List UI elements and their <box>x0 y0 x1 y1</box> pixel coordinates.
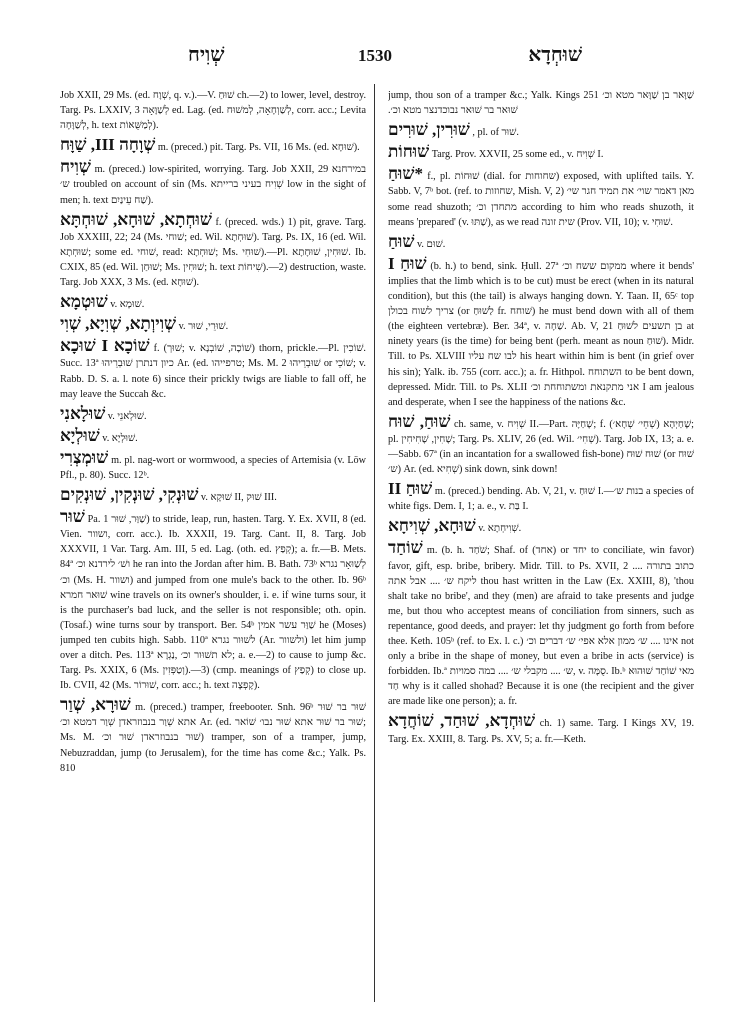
entry-definition: m. (preced.) tramper, freebooter. Snh. 96ᵇ שׁוּר בר שׁוּר אתא שְׁוַר בנבוזראדן שְׁוַר דמטא וכ׳ Ar. (ed. שׁוּר בר שׁוּר אתא שׁוּר נבו׳ שׁוֹאר; Ms. M. שׁוּר בנבוזראדן שׁוּר וכ׳) tramper, son of a tramper, jump, Nebuzraddan, jump (to Jerusalem), for the time has come &c.; Yalk. Ps. 810 <box>60 702 366 774</box>
entry-definition: v. שׁוּלְיָא. <box>102 432 138 444</box>
entry-definition: Targ. Prov. XXVII, 25 some ed., v. שְׁוִיח I. <box>431 149 604 161</box>
dictionary-entry <box>388 232 694 252</box>
entry-headword: שׁוּטְמָא <box>60 292 108 312</box>
entry-definition: f., pl. שׁוּחוֹת (dial. for שחוחות) exposed, with uplifted tails. Y. Sabb. V, 7ᵇ bot. (ref. to שחוזות, Mish. V, 2) מאן דאמר שוי׳ את תמיד חגר שי׳ some read shuzoth; מתחדן וכ׳ according to him who reads shuzoth, it means 'prepared' (v. שַׁתּוּ), as we read שית זונה (Prov. VII, 10); v. שׁוּחִי. <box>388 171 694 228</box>
entry-headword: שׁוֹכָא I שׁוּכָא <box>60 336 150 356</box>
entry-headword: שׁוּרָא, שְׁוַר <box>60 695 131 715</box>
entry-definition: ch. same, v. שְׁוִיח II.—Part. שָׁחַיָּה; f. שָׁחַיְהָא (שְׁחֵי׳ שְׁחָא׳); pl. שָׁחִין, שָׁחִיחִין; Targ. Ps. XLIV, 26 (ed. Wil. שְׁחִי׳). Targ. Job IX, 13; a. e.—Sabb. 67ª (in an incantation for a swallowed fish-bone) שׁוּח שׁוּח (or שׁוּח ש׳) Ar. (ed. שְׁחִיא) sink down, sink down! <box>388 418 694 476</box>
entry-definition: Pa. שַׁוַּר, שׁוּר 1) to stride, leap, run, hasten. Targ. Y. Ex. XVII, 8 (ed. Vien. ושוור, corr. acc.). Ib. XXXII, 19. Targ. Cant. II, 8. Targ. Job XXXVII, 1 Var. Targ. Am. III, 5 ed. Lag. (oth. ed. קְפַץ); a. fr.—B. Mets. 84ª ושׁ׳ לירדנא וכ׳ he ran into the Jordan after him. B. Bath. 73ᵇ לְשַׁוּאָר נגרא וכ׳ (Ms. H. ושוור) and jumped from one mule's back to the other. Ib. 96ᵇ שׁוּאר חמרא wine travels on its owner's shoulder, i. e. if wine turns sour, it is the purchaser's bad luck, and the seller is not responsible; oth. opin. (Tosaf.) wine turns sour by transport. Ber. 54ᵇ שַׁוַּר עשר אמין he (Moses) jumped ten cubits high. Sabb. 110ª לשׁוּור נגרא (Ar. ולשוור) let him jump over a ditch. Pes. 113ª לא תשׁוּור וכ׳ ,נַגְרָא; a. e.—2) to cause to jump &c. Targ. Ps. XXIX, 6 (Ms. וְטַפְּזִין).—3) (cmp. meanings of קְפַץ) to close up. Ib. CVII, 42 (Ms. שׁוּרוֹר, corr. acc.; h. text קָפְצָה). <box>60 514 366 692</box>
dictionary-entry <box>60 426 366 446</box>
entry-headword: שׁוּחְדָא, שׁוּחַד, שׁוֹחֲדָא <box>388 711 536 731</box>
entry-headword: שׁוּחַ, שׁוּח <box>388 411 451 431</box>
entry-headword: שׁוּחַ II <box>388 479 433 499</box>
right-column <box>388 88 694 1004</box>
dictionary-entry <box>388 142 694 162</box>
entry-headword: שׁוּלְיָא <box>60 425 100 445</box>
entry-headword: שְׁוִיוְתָא, שְׁוִיָא, שְׁוִי <box>60 314 177 334</box>
dictionary-entry <box>388 120 694 140</box>
dictionary-entry <box>60 88 366 133</box>
dictionary-entry <box>60 695 366 775</box>
dictionary-entry <box>388 479 694 514</box>
entry-headword: שׁוּנְקִי, שׁוּנְקִין, שׁוּנְקִים <box>60 485 199 505</box>
page-header <box>58 44 692 78</box>
entry-definition: Job XXII, 29 Ms. (ed. שְׁוָח, q. v.).—V. שׁוּחַ ch.—2) to lower, level, destroy. Targ. Ps. LXXIV, 3 לְשַׁוָּאָה ed. Lag. (ed. לְשַׁוְחָאָה, לְמשׁוּח, corr. acc.; Levita לְשַׁוָּחָה, h. text לְמַשֻּׁאוֹת). <box>60 90 366 132</box>
entry-definition: ch. 1) same. Targ. I Kings XV, 19. Targ. Ex. XXIII, 8. Targ. Ps. XV, 5; a. fr.—Keth. <box>388 718 694 745</box>
dictionary-entry <box>60 448 366 483</box>
entry-definition: v. שׁוּם. <box>417 238 446 250</box>
entry-headword: שׁוּלָאנִי <box>60 403 106 423</box>
left-column <box>60 88 366 1004</box>
dictionary-entry <box>60 314 366 334</box>
entry-definition: , pl. of שׁוּר. <box>472 127 519 139</box>
entry-definition: (b. h.) to bend, sink. Ḥull. 27ª ממקום ששח וכ׳ where it bends' implies that the limb which is to be cut) must be erect (when in its natural condition), but this (the tail) is always hanging down. Y. Taan. II, 65ᶜ top צריך לשוח בכולן (or לַשׁוּחַ fr. שׁוחח) he must bend down with all of them (the eighteen vertebræ). Ber. 34ª, v. שַׁחָה. Ab. V, 21 בן תשעים לשׁוּחַ at ninety years (is the time) for being bent (perh. meant as noun שׁוּחַ). Midr. Till. to Ps. XLVIII לבו שח עליו his heart within him is bent (in grief over his sin); Yalk. ib. 755 (corr. acc.); a. fr. Hithpol. השתוחח to be bent down, depressed. Midr. Till. to Ps. XLII אני מתקנאת ומשתוחחת וכ׳ I am jealous and desperate, when I see the happiness of the nations &c. <box>388 260 694 408</box>
entry-definition: m. pl. nag-wort or wormwood, a species of Artemisia (v. Löw Pfl., p. 80). Succ. 12ᵇ. <box>60 454 366 481</box>
dictionary-entry <box>60 157 366 207</box>
entry-definition: m. (preced.) pit. Targ. Ps. VII, 16 Ms. (ed. שׁוּחָא). <box>157 142 360 154</box>
entry-definition: v. שׁוּמָא. <box>110 299 145 311</box>
dictionary-entry <box>60 135 366 155</box>
dictionary-entry <box>60 507 366 693</box>
dictionary-entry <box>60 292 366 312</box>
entry-headword: שׁוּחָא, שְׁוִיחָא <box>388 516 476 536</box>
entry-definition: v. שׁוּרֵי, שׁוּר. <box>178 321 229 333</box>
dictionary-entry <box>388 711 694 746</box>
entry-headword: שׁוּמְצְרִי <box>60 447 109 467</box>
entry-definition: m. (preced.) bending. Ab. V, 21, v. שׁוּחַ I.—בנות ש׳ a species of white figs. Dem. I, 1; a. e., v. בַּת I. <box>388 486 694 513</box>
entry-headword: שׁוּר <box>60 507 85 527</box>
dictionary-entry <box>388 254 694 410</box>
entry-headword: שְׁוִיח <box>60 157 91 177</box>
entry-definition: m. (preced.) low-spirited, worrying. Targ. Job XXII, 29 במירחנא ש׳ troubled on account of sin (Ms. שְׁוִיח בעיני ברייתא low in the sight of men; h. text שַׁח עֵינַיִם). <box>60 164 366 206</box>
entry-headword: שׁוּרִין, שׁוּרִים <box>388 120 470 140</box>
entry-headword: שׁוּחַ I <box>388 253 427 273</box>
dictionary-entry <box>388 538 694 709</box>
dictionary-entry <box>388 164 694 229</box>
dictionary-entry <box>388 516 694 536</box>
entry-headword: שׁוּחוֹת <box>388 142 430 162</box>
entry-headword: שׁוּחְתָא, שׁוּחָא, שׁוּחְתָּא <box>60 209 212 229</box>
entry-headword: שׁוֹחַד <box>388 538 423 558</box>
column-divider <box>374 84 375 1002</box>
entry-definition: v. שְׁוִיחְתָא. <box>478 523 522 535</box>
dictionary-entry <box>388 88 694 118</box>
dictionary-entry <box>60 485 366 505</box>
dictionary-entry <box>60 404 366 424</box>
page-number: 1530 <box>358 46 392 65</box>
running-head-right: שׁוּחְדָא <box>528 44 582 66</box>
entry-definition: f. (preced. wds.) 1) pit, grave. Targ. Job XXXIII, 22; 24 (Ms. שׁוחי; ed. Wil. שׁוּחְתָא). Targ. Ps. IX, 16 (ed. Wil. שׁוּחְתָא; some ed. שׁוחי, read: שׁוּחְתָא; Ms. שׁוּחִי).—Pl. שׁוּחִין, שׁוּחָתָא. Ib. CXIX, 85 (ed. Wil. שׁוּחַן; Ms. שׁוּחִין; h. text שִׁיחוֹת).—2) destruction, waste. Targ. Job XXX, 3 Ms. (ed. שׁוּחָא). <box>60 216 366 289</box>
entry-definition: v. שׁוּקָא II, שׁוּק III. <box>200 492 277 504</box>
dictionary-entry <box>388 412 694 477</box>
entry-definition: שַׁוָּאר בן שַׁוָּאר מטא וכ׳ jump, thou son of a tramper &c.; Yalk. Kings 251 שׁוּאר בר שׁוּאר נבוכדנצר מטא וכ׳. <box>388 90 694 117</box>
dictionary-entry <box>60 210 366 290</box>
entry-headword: *שׁוּחַ <box>388 164 423 184</box>
entry-definition: v. שׁוּלְאנֵי. <box>107 410 147 422</box>
entry-headword: שׁוּחַ <box>388 231 415 251</box>
entry-definition: f. (שׁוּך; v. שׁוֹכָה, שׁוֹבְנָא) thorn, prickle.—Pl. שׁוֹכִין. Succ. 13ª כיון דנתרן שׁוּבְרֵיהוּ Ar. (ed. טרפייהו; Ms. M. 2 שׁוּבְרֵיהוּ or שׁוֹכֵי; v. Rabb. D. S. a. l. note 6) since their prickly twigs are liable to fall off, he may leave the Succah &c. <box>60 343 366 400</box>
running-head-left: שְׁוִיח <box>188 44 225 66</box>
dictionary-entry <box>60 336 366 401</box>
entry-definition: m. (b. h. שֹׁחַד; Shaf. of (אחד) or יחד to conciliate, win favor) favor, gift, esp. bribe, bribery. Midr. Till. to Ps. XVII, 2 כתוב בתורה .... ליקח ש׳ .... אבל אתה thou hast written in the Law (Ex. XXIII, 8), 'thou shalt take no bribe', and they (men) are afraid to take presents and judge me, but thou who acceptest means of conciliation from sinners, such as repentance, good deeds, and prayer: let thy judgment go forth from before thee. Keth. 105ᵇ (ref. to Ex. l. c.) אינו .... ש׳ ממון אלא אפי׳ ש׳ דברים וכ׳ not only a bribe in the shape of money, but even a bribe in acts (service) is forbidden. Ib.ª ש׳ .... מקבלי ש׳ .... במה סמויות, v. סֻמָּה. Ib.ᵇ מאי שׁוֹחַד שׁוּהוּא חַד why is it called shohad? Because it is one (the recipient and the giver are made like one person); a. fr. <box>388 545 694 708</box>
entry-headword: שְׁוָחָה III, שַׁוָּח <box>60 135 156 155</box>
